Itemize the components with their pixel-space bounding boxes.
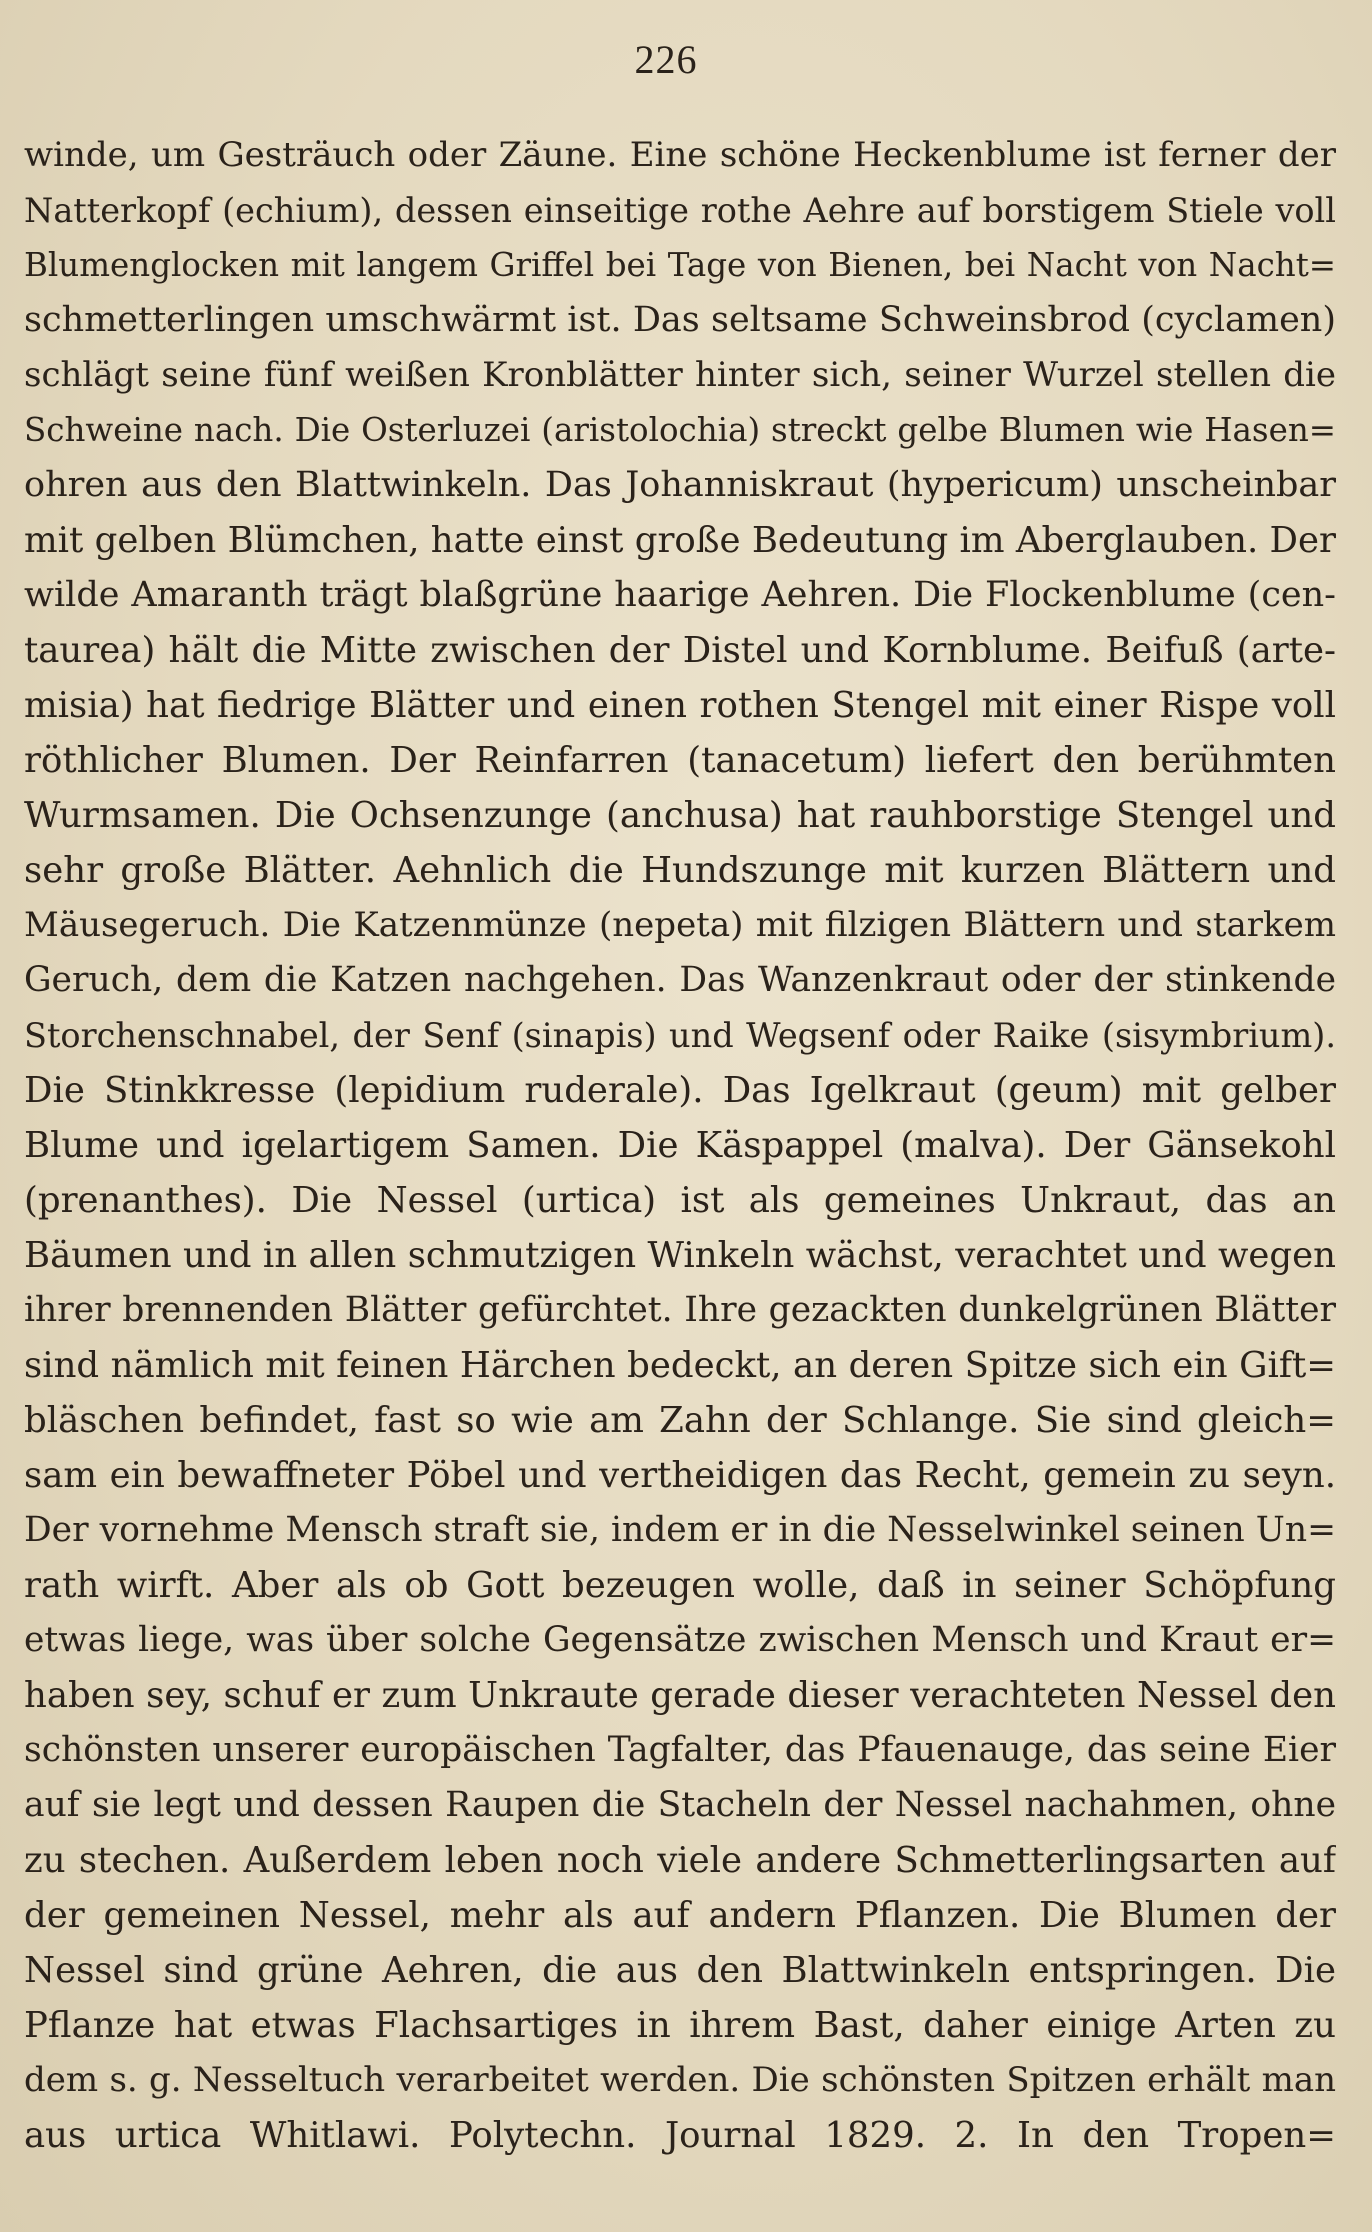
text-line: ohren aus den Blattwinkeln. Das Johanniskraut (hypericum) unscheinbar	[24, 465, 1336, 505]
text-line: Geruch, dem die Katzen nachgehen. Das Wanzenkraut oder der stinkende	[24, 960, 1336, 1000]
text-line: etwas liege, was über solche Gegensätze zwischen Mensch und Kraut er=	[24, 1620, 1336, 1660]
text-line: sind nämlich mit feinen Härchen bedeckt, an deren Spitze sich ein Gift=	[24, 1345, 1336, 1386]
text-line: röthlicher Blumen. Der Reinfarren (tanacetum) liefert den berühmten	[24, 740, 1336, 781]
text-line: rath wirft. Aber als ob Gott bezeugen wolle, daß in seiner Schöpfung	[24, 1565, 1336, 1606]
text-line: (prenanthes). Die Nessel (urtica) ist als gemeines Unkraut, das an	[24, 1180, 1336, 1221]
text-line: auf sie legt und dessen Raupen die Stacheln der Nessel nachahmen, ohne	[24, 1785, 1336, 1825]
text-line: Storchenschnabel, der Senf (sinapis) und Wegsenf oder Raike (sisymbrium).	[24, 1016, 1336, 1055]
text-line: Der vornehme Mensch straft sie, indem er in die Nesselwinkel seinen Un=	[24, 1510, 1336, 1550]
text-line: misia) hat fiedrige Blätter und einen rothen Stengel mit einer Rispe voll	[24, 685, 1336, 726]
text-line: Schweine nach. Die Osterluzei (aristolochia) streckt gelbe Blumen wie Hasen=	[24, 411, 1336, 449]
text-line: der gemeinen Nessel, mehr als auf andern Pflanzen. Die Blumen der	[24, 1895, 1336, 1936]
text-line: wilde Amaranth trägt blaßgrüne haarige Aehren. Die Flockenblume (cen-	[24, 575, 1336, 615]
text-line: aus urtica Whitlawi. Polytechn. Journal 1829. 2. In den Tropen=	[24, 2115, 1336, 2156]
text-line: ihrer brennenden Blätter gefürchtet. Ihre gezackten dunkelgrünen Blätter	[24, 1290, 1336, 1330]
text-line: Wurmsamen. Die Ochsenzunge (anchusa) hat rauhborstige Stengel und	[24, 795, 1336, 836]
text-line: schönsten unserer europäischen Tagfalter, das Pfauenauge, das seine Eier	[24, 1730, 1336, 1770]
page-number: 226	[634, 37, 698, 82]
text-line: Blume und igelartigem Samen. Die Käspappel (malva). Der Gänsekohl	[24, 1125, 1336, 1166]
text-line: winde, um Gesträuch oder Zäune. Eine schöne Heckenblume ist ferner der	[24, 135, 1336, 175]
text-line: zu stechen. Außerdem leben noch viele andere Schmetterlingsarten auf	[24, 1840, 1336, 1881]
text-line: bläschen befindet, fast so wie am Zahn der Schlange. Sie sind gleich=	[24, 1400, 1336, 1441]
text-line: dem s. g. Nesseltuch verarbeitet werden. Die schönsten Spitzen erhält man	[24, 2060, 1336, 2100]
text-line: Die Stinkkresse (lepidium ruderale). Das Igelkraut (geum) mit gelber	[24, 1070, 1336, 1111]
text-line: schlägt seine fünf weißen Kronblätter hinter sich, seiner Wurzel stellen die	[24, 355, 1336, 395]
text-line: mit gelben Blümchen, hatte einst große Bedeutung im Aberglauben. Der	[24, 520, 1336, 561]
text-line: schmetterlingen umschwärmt ist. Das seltsame Schweinsbrod (cyclamen)	[24, 300, 1336, 340]
body-text	[24, 128, 1336, 2163]
text-line: taurea) hält die Mitte zwischen der Distel und Kornblume. Beifuß (arte-	[24, 630, 1336, 671]
text-line: Mäusegeruch. Die Katzenmünze (nepeta) mit filzigen Blättern und starkem	[24, 905, 1336, 945]
text-line: sam ein bewaffneter Pöbel und vertheidigen das Recht, gemein zu seyn.	[24, 1455, 1336, 1496]
text-line: haben sey, schuf er zum Unkraute gerade dieser verachteten Nessel den	[24, 1675, 1336, 1716]
text-line: Pflanze hat etwas Flachsartiges in ihrem Bast, daher einige Arten zu	[24, 2005, 1336, 2046]
text-line: Blumenglocken mit langem Griffel bei Tage von Bienen, bei Nacht von Nacht=	[24, 246, 1336, 284]
text-line: Natterkopf (echium), dessen einseitige rothe Aehre auf borstigem Stiele voll	[24, 191, 1336, 230]
text-line: sehr große Blätter. Aehnlich die Hundszunge mit kurzen Blättern und	[24, 850, 1336, 891]
text-line: Bäumen und in allen schmutzigen Winkeln wächst, verachtet und wegen	[24, 1235, 1336, 1276]
text-line: Nessel sind grüne Aehren, die aus den Blattwinkeln entspringen. Die	[24, 1950, 1336, 1991]
